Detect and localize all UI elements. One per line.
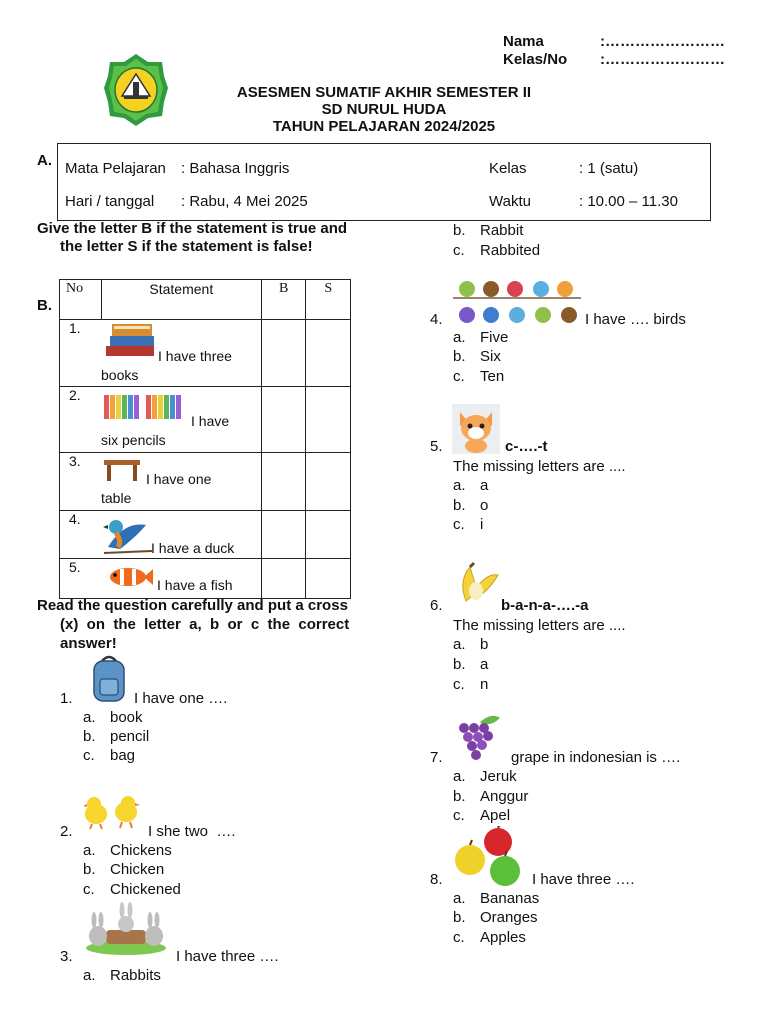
question-number: 5. [430, 438, 443, 455]
statement-text: I have one [146, 471, 212, 487]
option-letter: b. [453, 497, 466, 514]
option-a[interactable] [453, 890, 539, 907]
option-text: Rabbits [110, 967, 161, 984]
name-label: Nama [503, 33, 544, 50]
option-b[interactable] [453, 348, 501, 365]
day-value: : Rabu, 4 Mei 2025 [181, 193, 308, 210]
option-letter: a. [83, 967, 96, 984]
answer-s-cell[interactable] [306, 559, 351, 599]
day-label: Hari / tanggal [65, 193, 155, 210]
answer-s-cell[interactable] [306, 453, 351, 511]
books-image [102, 320, 158, 363]
statement-cell [60, 511, 262, 559]
option-text: Chickens [110, 842, 172, 859]
row-number: 2. [69, 387, 81, 403]
instruction-b-line1: Give the letter B if the statement is true and [37, 220, 348, 237]
option-text: o [480, 497, 489, 514]
option-letter: b. [453, 348, 466, 365]
option-text: a [480, 477, 489, 494]
table-row [60, 387, 351, 453]
time-label: Waktu [489, 193, 531, 210]
option-letter: b. [83, 728, 96, 745]
col-no: No [60, 280, 102, 320]
bird-image [102, 513, 154, 558]
question-subtext: The missing letters are .... [453, 458, 626, 475]
option-text: i [480, 516, 484, 533]
option-c[interactable] [453, 368, 504, 385]
option-letter: c. [83, 747, 95, 764]
option-text: Jeruk [480, 768, 517, 785]
option-letter: c. [453, 242, 465, 259]
option-text: Rabbit [480, 222, 524, 239]
question-number: 3. [60, 948, 73, 965]
option-letter: a. [453, 477, 466, 494]
option-letter: a. [453, 890, 466, 907]
option-b[interactable] [453, 497, 488, 514]
statement-text-cont: six pencils [101, 432, 166, 448]
option-letter: c. [83, 881, 95, 898]
question-text: I she two …. [148, 823, 236, 840]
option-letter: b. [453, 788, 466, 805]
option-c[interactable] [453, 676, 488, 693]
col-b: B [261, 280, 306, 320]
row-number: 3. [69, 453, 81, 469]
table-row [60, 559, 351, 599]
question-number: 7. [430, 749, 443, 766]
option-a[interactable] [453, 636, 488, 653]
option-letter: c. [453, 368, 465, 385]
question-text: b-a-n-a-….-a [501, 597, 589, 614]
answer-b-cell[interactable] [261, 453, 306, 511]
option-b[interactable] [453, 656, 488, 673]
table-image [104, 457, 140, 484]
option-text: Apples [480, 929, 526, 946]
option-text: pencil [110, 728, 150, 745]
class-no-label: Kelas/No [503, 51, 568, 68]
fish-image [106, 565, 154, 592]
subject-label: Mata Pelajaran [65, 160, 166, 177]
answer-s-cell[interactable] [306, 320, 351, 387]
option-letter: a. [453, 329, 466, 346]
option-letter: b. [453, 222, 466, 239]
question-text: grape in indonesian is …. [511, 749, 681, 766]
option-a[interactable] [453, 768, 517, 785]
grape-image [454, 712, 502, 766]
option-letter: b. [83, 861, 96, 878]
banana-image [456, 561, 500, 609]
bag-image [90, 655, 128, 707]
instruction-c-line3: answer! [60, 635, 117, 652]
instruction-c-line1: Read the question carefully and put a cross [37, 597, 348, 614]
row-number: 1. [69, 320, 81, 336]
col-s: S [306, 280, 351, 320]
statement-text: I have a fish [157, 577, 233, 593]
row-number: 5. [69, 559, 81, 575]
answer-b-cell[interactable] [261, 511, 306, 559]
col-statement: Statement [101, 280, 261, 320]
cat-image [452, 404, 500, 458]
statement-text-cont: books [101, 367, 139, 383]
birds-image [453, 278, 583, 330]
statement-cell [60, 387, 262, 453]
option-text: bag [110, 747, 136, 764]
academic-year: TAHUN PELAJARAN 2024/2025 [272, 118, 496, 135]
option-text: b [480, 636, 489, 653]
question-text: c-….-t [505, 438, 548, 455]
answer-b-cell[interactable] [261, 559, 306, 599]
option-letter: c. [453, 516, 465, 533]
class-no-field[interactable]: :…………………… [600, 51, 725, 68]
option-letter: a. [83, 842, 96, 859]
option-letter: a. [83, 709, 96, 726]
option-a[interactable] [83, 842, 172, 859]
option-text: Bananas [480, 890, 540, 907]
option-c[interactable] [83, 881, 181, 898]
option-text: Six [480, 348, 501, 365]
option-text: Ten [480, 368, 505, 385]
option-text: Apel [480, 807, 511, 824]
option-letter: b. [453, 656, 466, 673]
option-c[interactable] [453, 929, 526, 946]
option-text: Five [480, 329, 509, 346]
section-a-label: A. [37, 152, 52, 169]
table-row [60, 453, 351, 511]
option-letter: b. [453, 909, 466, 926]
option-b[interactable] [83, 728, 149, 745]
option-c[interactable] [83, 747, 135, 764]
apples-image [452, 826, 526, 890]
school-name: SD NURUL HUDA [321, 101, 447, 118]
option-b[interactable] [453, 788, 528, 805]
question-text: I have three …. [176, 948, 279, 965]
question-text: I have one …. [134, 690, 228, 707]
instruction-c-line2: (x) on the letter a, b or c the correct [60, 616, 350, 633]
true-false-table [59, 279, 351, 599]
table-header-row [60, 280, 351, 320]
instruction-b-line2: the letter S if the statement is false! [60, 238, 313, 255]
option-text: Rabbited [480, 242, 541, 259]
option-c[interactable] [453, 516, 483, 533]
class-value: : 1 (satu) [579, 160, 639, 177]
question-number: 4. [430, 311, 443, 328]
table-row [60, 320, 351, 387]
option-letter: c. [453, 807, 465, 824]
option-text: book [110, 709, 143, 726]
option-text: Chickened [110, 881, 181, 898]
question-text: I have three …. [532, 871, 635, 888]
statement-cell [60, 453, 262, 511]
question-number: 2. [60, 823, 73, 840]
option-text: Anggur [480, 788, 529, 805]
row-number: 4. [69, 511, 81, 527]
section-b-label: B. [37, 297, 52, 314]
option-a[interactable] [453, 477, 488, 494]
answer-s-cell[interactable] [306, 387, 351, 453]
statement-cell [60, 320, 262, 387]
time-value: : 10.00 – 11.30 [579, 193, 678, 210]
option-a[interactable] [83, 967, 161, 984]
name-field[interactable]: :…………………… [600, 33, 725, 50]
option-letter: c. [453, 929, 465, 946]
table-row [60, 511, 351, 559]
class-label: Kelas [489, 160, 527, 177]
option-c[interactable] [453, 242, 540, 259]
option-a[interactable] [83, 709, 143, 726]
question-number: 1. [60, 690, 73, 707]
rabbits-image [84, 902, 168, 960]
option-b[interactable] [453, 222, 523, 239]
option-text: a [480, 656, 489, 673]
question-text: I have …. birds [585, 311, 686, 328]
option-a[interactable] [453, 329, 508, 346]
option-b[interactable] [453, 909, 538, 926]
pencils-image [102, 391, 186, 424]
question-subtext: The missing letters are .... [453, 617, 626, 634]
answer-b-cell[interactable] [261, 320, 306, 387]
statement-text: I have [191, 413, 230, 429]
question-number: 6. [430, 597, 443, 614]
option-letter: a. [453, 636, 466, 653]
option-letter: a. [453, 768, 466, 785]
option-b[interactable] [83, 861, 164, 878]
statement-text: I have a duck [151, 540, 235, 556]
option-text: Oranges [480, 909, 538, 926]
statement-cell [60, 559, 262, 599]
exam-title: ASESMEN SUMATIF AKHIR SEMESTER II [236, 84, 532, 101]
option-text: Chicken [110, 861, 165, 878]
option-c[interactable] [453, 807, 510, 824]
chicks-image [82, 794, 142, 834]
answer-s-cell[interactable] [306, 511, 351, 559]
option-letter: c. [453, 676, 465, 693]
statement-text: I have three [158, 348, 232, 364]
statement-text-cont: table [101, 490, 132, 506]
option-text: n [480, 676, 489, 693]
subject-value: : Bahasa Inggris [181, 160, 290, 177]
answer-b-cell[interactable] [261, 387, 306, 453]
question-number: 8. [430, 871, 443, 888]
